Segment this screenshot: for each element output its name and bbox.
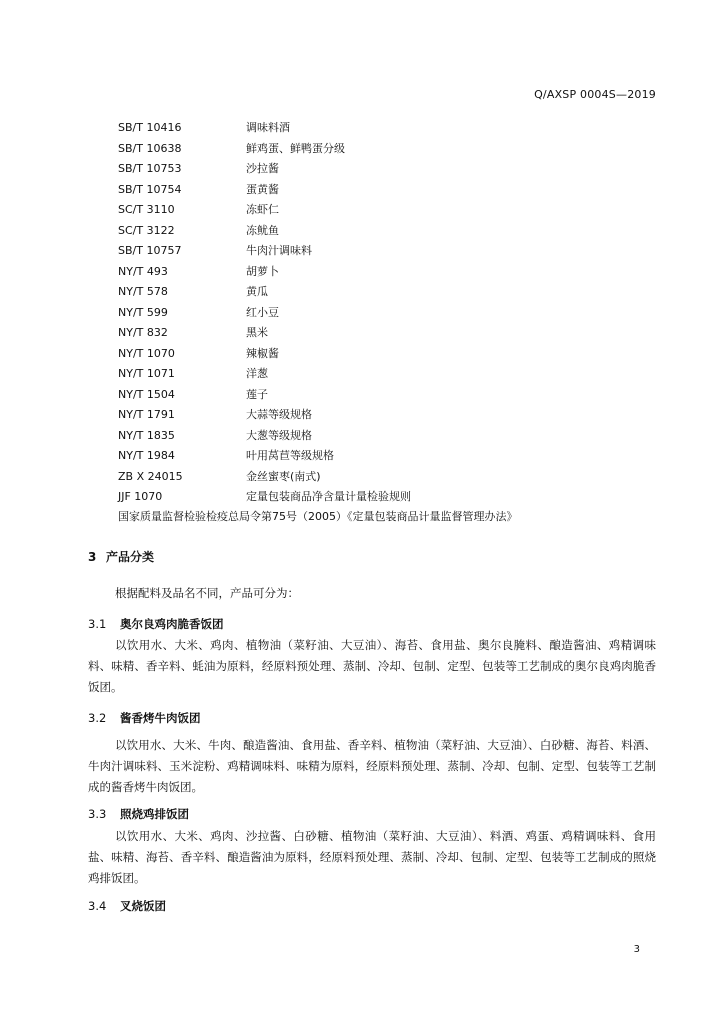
reference-code: NY/T 599 xyxy=(118,305,168,319)
reference-title: 大蒜等级规格 xyxy=(246,408,312,421)
reference-row xyxy=(118,221,411,242)
reference-code: ZB X 24015 xyxy=(118,469,183,483)
reference-row xyxy=(118,385,411,406)
reference-title: 莲子 xyxy=(246,387,268,401)
subsection-3-4-heading xyxy=(88,898,166,914)
reference-title: 辣椒酱 xyxy=(246,346,279,360)
subsection-title: 照烧鸡排饭团 xyxy=(120,807,189,821)
reference-row xyxy=(118,364,411,385)
subsection-number: 3.1 xyxy=(88,617,107,631)
subsection-title: 酱香烤牛肉饭团 xyxy=(120,711,201,725)
reference-title: 黄瓜 xyxy=(246,285,268,298)
subsection-3-1-heading xyxy=(88,616,224,632)
reference-title: 冻虾仁 xyxy=(246,203,279,216)
subsection-3-2-text: 以饮用水、大米、牛肉、酿造酱油、食用盐、香辛料、植物油（菜籽油、大豆油）、白砂糖、海苔、料酒、牛肉汁调味料、玉米淀粉、鸡精调味料、味精为原料，经原料预处理、蒸制、冷却、包制、定型、包装等工艺制成的酱香烤牛肉饭团。 xyxy=(88,738,656,794)
section-title: 产品分类 xyxy=(106,550,155,564)
reference-row xyxy=(118,487,411,508)
reference-code: NY/T 1504 xyxy=(118,387,175,401)
reference-row xyxy=(118,426,411,447)
reference-title: 冻鱿鱼 xyxy=(246,223,279,237)
document-code-header: Q/AXSP 0004S—2019 xyxy=(534,88,656,101)
reference-title: 金丝蜜枣(南式) xyxy=(246,469,321,483)
reference-title: 洋葱 xyxy=(246,367,268,380)
reference-title: 沙拉酱 xyxy=(246,162,279,175)
reference-title: 鲜鸡蛋、鲜鸭蛋分级 xyxy=(246,141,345,155)
reference-title: 黑米 xyxy=(246,326,268,339)
reference-title: 红小豆 xyxy=(246,305,279,319)
reference-row xyxy=(118,241,411,262)
reference-title: 牛肉汁调味料 xyxy=(246,244,312,257)
section-number: 3 xyxy=(88,550,97,564)
reference-code: SB/T 10754 xyxy=(118,182,182,196)
reference-row xyxy=(118,159,411,180)
section-3-intro: 根据配料及品名不同，产品可分为： xyxy=(115,586,299,600)
reference-row xyxy=(118,262,411,283)
reference-row xyxy=(118,344,411,365)
reference-code: SB/T 10416 xyxy=(118,121,182,134)
subsection-number: 3.4 xyxy=(88,899,107,913)
page-number: 3 xyxy=(633,944,640,955)
normative-references-list xyxy=(118,118,411,508)
reference-title: 叶用莴苣等级规格 xyxy=(246,449,334,462)
reference-row xyxy=(118,180,411,201)
reference-row xyxy=(118,282,411,303)
subsection-title: 奥尔良鸡肉脆香饭团 xyxy=(120,617,224,631)
reference-code: NY/T 832 xyxy=(118,326,168,339)
reference-code: SB/T 10638 xyxy=(118,141,182,155)
section-3-heading xyxy=(88,548,154,565)
subsection-3-2-heading xyxy=(88,710,201,726)
subsection-title: 叉烧饭团 xyxy=(120,899,166,913)
reference-code: JJF 1070 xyxy=(118,490,163,503)
reference-code: NY/T 493 xyxy=(118,264,168,278)
reference-code: NY/T 578 xyxy=(118,285,168,298)
reference-code: NY/T 1071 xyxy=(118,367,175,380)
subsection-3-3-text: 以饮用水、大米、鸡肉、沙拉酱、白砂糖、植物油（菜籽油、大豆油）、料酒、鸡蛋、鸡精调味料、食用盐、味精、海苔、香辛料、酿造酱油为原料，经原料预处理、蒸制、冷却、包制、定型、包装等工艺制成的照烧鸡排饭团。 xyxy=(88,829,656,885)
reference-title: 调味料酒 xyxy=(246,121,290,134)
reference-row xyxy=(118,467,411,488)
subsection-3-3-heading xyxy=(88,806,189,822)
reference-row xyxy=(118,139,411,160)
reference-title: 胡萝卜 xyxy=(246,264,279,278)
reference-row xyxy=(118,323,411,344)
reference-code: NY/T 1835 xyxy=(118,428,175,442)
reference-code: SB/T 10753 xyxy=(118,162,182,175)
reference-row xyxy=(118,405,411,426)
reference-row xyxy=(118,200,411,221)
reference-row xyxy=(118,303,411,324)
subsection-3-1-text: 以饮用水、大米、鸡肉、植物油（菜籽油、大豆油）、海苔、食用盐、奥尔良腌料、酿造酱油、鸡精调味料、味精、香辛料、蚝油为原料，经原料预处理、蒸制、冷却、包制、定型、包装等工艺制成的奥尔良鸡肉脆香饭团。 xyxy=(88,638,656,694)
reference-code: NY/T 1791 xyxy=(118,408,175,421)
reference-code: NY/T 1984 xyxy=(118,449,175,462)
subsection-number: 3.2 xyxy=(88,711,107,725)
regulation-reference: 国家质量监督检验检疫总局令第75号（2005）《定量包装商品计量监督管理办法》 xyxy=(118,510,518,523)
reference-title: 大葱等级规格 xyxy=(246,428,312,442)
reference-row xyxy=(118,446,411,467)
reference-code: SC/T 3110 xyxy=(118,203,175,216)
reference-code: SB/T 10757 xyxy=(118,244,182,257)
reference-code: SC/T 3122 xyxy=(118,223,175,237)
subsection-number: 3.3 xyxy=(88,807,107,821)
reference-title: 定量包装商品净含量计量检验规则 xyxy=(246,490,411,503)
reference-title: 蛋黄酱 xyxy=(246,182,279,196)
reference-row xyxy=(118,118,411,139)
reference-code: NY/T 1070 xyxy=(118,346,175,360)
